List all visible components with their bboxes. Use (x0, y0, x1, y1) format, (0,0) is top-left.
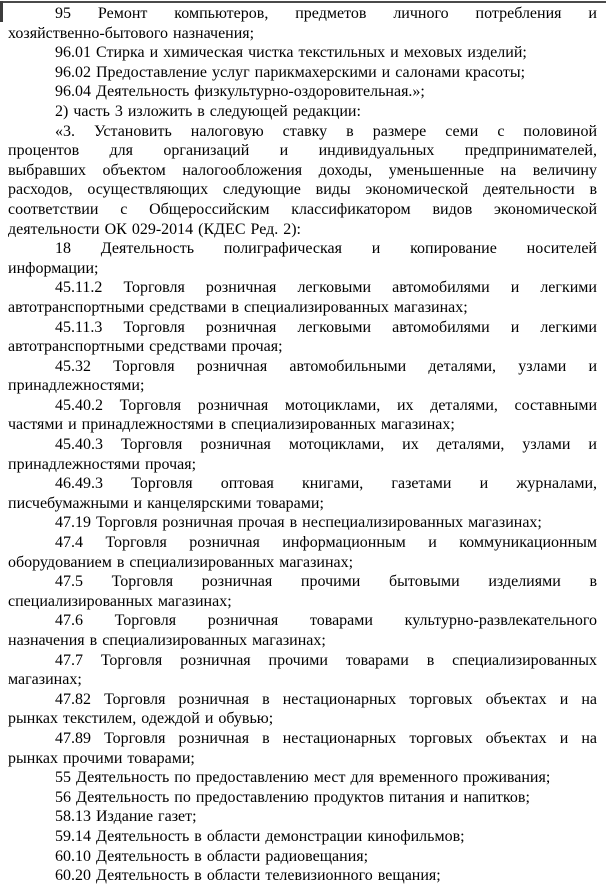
text-line: расходов, осуществляющих следующие виды экономической деятельности в (8, 181, 597, 199)
paragraph (8, 63, 597, 83)
paragraph (8, 690, 597, 729)
text-line: 60.10 Деятельность в области радиовещания; (55, 847, 369, 865)
text-line: 47.7 Торговля розничная прочими товарами в специализированных (55, 651, 597, 669)
text-line: 55 Деятельность по предоставлению мест для временного проживания; (55, 769, 551, 787)
text-line: частями и принадлежностями в специализированных магазинах; (8, 416, 455, 434)
paragraph (8, 572, 597, 611)
text-line: 47.5 Торговля розничная прочими бытовыми изделиями в (55, 573, 597, 591)
text-line: «3. Установить налоговую ставку в размере семи с половиной (55, 122, 597, 140)
paragraph (8, 357, 597, 396)
paragraph (8, 513, 597, 533)
text-line: 59.14 Деятельность в области демонстрации кинофильмов; (55, 827, 465, 845)
paragraph (8, 533, 597, 572)
text-line: 58.13 Издание газет; (55, 808, 197, 826)
text-line: оборудованием в специализированных магазинах; (8, 553, 354, 571)
paragraph (8, 122, 597, 240)
paragraph (8, 396, 597, 435)
text-line: 18 Деятельность полиграфическая и копирование носителей (55, 240, 597, 258)
text-line: соответствии с Общероссийским классификатором видов экономической (8, 200, 597, 218)
text-line: 45.11.3 Торговля розничная легковыми автомобилями и легкими (55, 318, 597, 336)
paragraph (8, 807, 597, 827)
text-line: назначения в специализированных магазинах; (8, 632, 326, 649)
text-line: принадлежностями прочая; (8, 455, 197, 473)
text-line: выбравших объектом налогообложения доходы, уменьшенные на величину (8, 161, 597, 179)
paragraph (8, 474, 597, 513)
paragraph (8, 278, 597, 317)
text-line: автотранспортными средствами прочая; (8, 338, 283, 356)
text-line: 47.6 Торговля розничная товарами культурно-развлекательного (55, 612, 597, 630)
paragraph (8, 729, 597, 768)
text-line: рынках прочими товарами; (8, 749, 195, 767)
text-line: 45.40.2 Торговля розничная мотоциклами, их деталями, составными (55, 396, 597, 414)
paragraph (8, 611, 597, 650)
text-line: 96.04 Деятельность физкультурно-оздоровительная.»; (55, 83, 425, 101)
paragraph (8, 768, 597, 788)
text-line: 45.32 Торговля розничная автомобильными деталями, узлами и (55, 357, 597, 375)
text-line: автотранспортными средствами в специализированных магазинах; (8, 298, 468, 316)
text-line: 47.4 Торговля розничная информационным и коммуникационным (55, 534, 597, 552)
text-line: писчебумажными и канцелярскими товарами; (8, 494, 324, 512)
text-line: хозяйственно-бытового назначения; (8, 24, 255, 42)
paragraph (8, 866, 597, 886)
text-line: 56 Деятельность по предоставлению продуктов питания и напитков; (55, 788, 530, 806)
text-line: 96.01 Стирка и химическая чистка текстильных и меховых изделий; (55, 44, 527, 62)
text-line: 96.02 Предоставление услуг парикмахерскими и салонами красоты; (55, 63, 526, 81)
top-edge-rule (0, 1, 606, 3)
text-line: 2) часть 3 изложить в следующей редакции: (55, 102, 361, 120)
text-line: специализированных магазинах; (8, 592, 232, 610)
paragraph (8, 788, 597, 808)
text-line: 45.11.2 Торговля розничная легковыми автомобилями и легкими (55, 279, 597, 297)
text-line: 60.20 Деятельность в области телевизионного вещания; (55, 867, 441, 885)
paragraph (8, 4, 597, 43)
paragraph (8, 651, 597, 690)
text-line: 45.40.3 Торговля розничная мотоциклами, их деталями, узлами и (55, 436, 597, 454)
paragraph (8, 847, 597, 867)
text-line: 47.19 Торговля розничная прочая в неспециализированных магазинах; (55, 514, 542, 532)
paragraph (8, 435, 597, 474)
text-line: принадлежностями; (8, 377, 145, 395)
top-left-edge-mark (0, 1, 3, 22)
paragraph (8, 43, 597, 63)
paragraph (8, 827, 597, 847)
text-line: деятельности ОК 029-2014 (КДЕС Ред. 2): (8, 220, 301, 238)
text-line: рынках текстилем, одеждой и обувью; (8, 710, 274, 728)
text-line: магазинах; (8, 671, 82, 689)
text-line: 95 Ремонт компьютеров, предметов личного потребления и (55, 5, 597, 22)
paragraph (8, 82, 597, 102)
paragraph (8, 102, 597, 122)
text-line: 47.82 Торговля розничная в нестационарных торговых объектах и на (55, 690, 597, 708)
text-line: информации; (8, 259, 99, 277)
text-line: 46.49.3 Торговля оптовая книгами, газетами и журналами, (55, 475, 597, 493)
text-line: процентов для организаций и индивидуальных предпринимателей, (8, 142, 597, 160)
document-text-body (8, 4, 597, 886)
text-line: 47.89 Торговля розничная в нестационарных торговых объектах и на (55, 729, 597, 747)
paragraph (8, 318, 597, 357)
paragraph (8, 239, 597, 278)
